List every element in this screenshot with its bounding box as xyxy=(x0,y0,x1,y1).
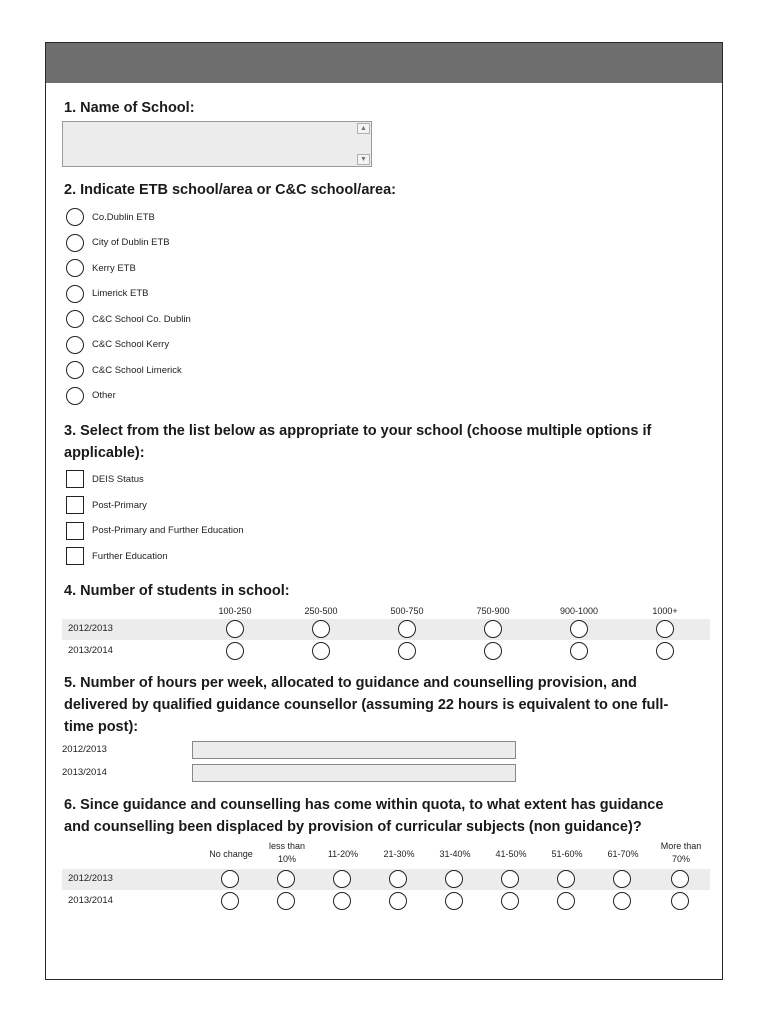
row-label: 2013/2014 xyxy=(68,895,113,906)
radio-button[interactable] xyxy=(66,361,84,379)
option-label: C&C School Kerry xyxy=(92,339,170,350)
hours-2013-2014-input[interactable] xyxy=(192,764,516,782)
school-name-input[interactable] xyxy=(62,121,372,167)
radio-button[interactable] xyxy=(398,620,416,638)
q2-title: 2. Indicate ETB school/area or C&C school/area: xyxy=(64,182,396,198)
checkbox[interactable] xyxy=(66,547,84,565)
q6-row xyxy=(62,891,710,912)
hours-2012-2013-input[interactable] xyxy=(192,741,516,759)
row-label: 2012/2013 xyxy=(62,744,107,755)
option-label: C&C School Co. Dublin xyxy=(92,313,191,325)
q4-column-header: 900-1000 xyxy=(559,606,599,616)
q6-title-line1: 6. Since guidance and counselling has come within quota, to what extent has guidance xyxy=(64,797,664,813)
option-label: C&C School Limerick xyxy=(92,364,182,376)
q6-column-header: 31-40% xyxy=(439,849,471,859)
radio-button[interactable] xyxy=(445,870,463,888)
q2-option[interactable] xyxy=(66,334,169,356)
q4-column-header: 1000+ xyxy=(652,606,678,616)
radio-button[interactable] xyxy=(277,892,295,910)
scroll-down-arrow-icon[interactable]: ▼ xyxy=(357,154,370,165)
q4-column-header: 100-250 xyxy=(218,606,252,616)
radio-button[interactable] xyxy=(613,892,631,910)
radio-button[interactable] xyxy=(656,620,674,638)
row-label: 2012/2013 xyxy=(68,623,113,634)
q1-title: 1. Name of School: xyxy=(64,100,195,116)
radio-button[interactable] xyxy=(66,387,84,405)
radio-button[interactable] xyxy=(66,310,84,328)
radio-button[interactable] xyxy=(501,892,519,910)
q2-option[interactable] xyxy=(66,385,116,407)
q3-option[interactable] xyxy=(66,520,244,542)
q6-title-line2: and counselling been displaced by provision of curricular subjects (non guidance)? xyxy=(64,819,642,835)
option-label: Post-Primary and Further Education xyxy=(92,525,244,536)
q3-title-line1: 3. Select from the list below as appropriate to your school (choose multiple options if xyxy=(64,423,652,439)
option-label: City of Dublin ETB xyxy=(92,237,170,248)
radio-button[interactable] xyxy=(484,642,502,660)
radio-button[interactable] xyxy=(312,642,330,660)
radio-button[interactable] xyxy=(389,892,407,910)
checkbox[interactable] xyxy=(66,496,84,514)
q5-title-line1: 5. Number of hours per week, allocated to guidance and counselling provision, and xyxy=(64,675,637,691)
q6-column-header: 61-70% xyxy=(607,849,639,859)
row-label: 2013/2014 xyxy=(68,645,113,656)
radio-button[interactable] xyxy=(613,870,631,888)
row-label: 2013/2014 xyxy=(62,767,107,778)
radio-button[interactable] xyxy=(671,892,689,910)
q6-column-header: 21-30% xyxy=(383,849,415,859)
q6-column-header: 41-50% xyxy=(495,849,527,859)
radio-button[interactable] xyxy=(66,259,84,277)
q5-title-line2: delivered by qualified guidance counsellor (assuming 22 hours is equivalent to one full- xyxy=(64,697,669,713)
radio-button[interactable] xyxy=(557,892,575,910)
q2-option[interactable] xyxy=(66,257,136,279)
q6-column-header: less than 10% xyxy=(268,841,306,864)
radio-button[interactable] xyxy=(445,892,463,910)
row-label: 2012/2013 xyxy=(68,873,113,884)
radio-button[interactable] xyxy=(66,285,84,303)
radio-button[interactable] xyxy=(671,870,689,888)
q4-column-header: 750-900 xyxy=(476,606,510,616)
q2-option[interactable] xyxy=(66,232,170,254)
option-label: Limerick ETB xyxy=(92,288,149,299)
q6-column-header: No change xyxy=(209,849,253,859)
header-bar xyxy=(46,43,722,83)
radio-button[interactable] xyxy=(501,870,519,888)
option-label: Other xyxy=(92,390,116,401)
radio-button[interactable] xyxy=(557,870,575,888)
q4-title: 4. Number of students in school: xyxy=(64,583,290,599)
checkbox[interactable] xyxy=(66,470,84,488)
q2-option[interactable] xyxy=(66,308,191,330)
q2-option[interactable] xyxy=(66,206,155,228)
option-label: Post-Primary xyxy=(92,499,147,511)
radio-button[interactable] xyxy=(312,620,330,638)
option-label: Kerry ETB xyxy=(92,262,136,274)
option-label: Further Education xyxy=(92,550,168,562)
radio-button[interactable] xyxy=(221,892,239,910)
scroll-up-arrow-icon[interactable]: ▲ xyxy=(357,123,370,134)
q6-column-header: More than 70% xyxy=(660,841,702,864)
radio-button[interactable] xyxy=(333,870,351,888)
q6-column-header: 51-60% xyxy=(551,849,583,859)
checkbox[interactable] xyxy=(66,522,84,540)
radio-button[interactable] xyxy=(66,208,84,226)
radio-button[interactable] xyxy=(226,620,244,638)
option-label: Co.Dublin ETB xyxy=(92,211,155,223)
radio-button[interactable] xyxy=(389,870,407,888)
q3-option[interactable] xyxy=(66,545,168,567)
q6-column-header: 11-20% xyxy=(327,849,359,859)
radio-button[interactable] xyxy=(66,336,84,354)
q2-option[interactable] xyxy=(66,359,182,381)
textarea-scrollbar[interactable] xyxy=(357,123,370,165)
radio-button[interactable] xyxy=(398,642,416,660)
q3-option[interactable] xyxy=(66,494,147,516)
radio-button[interactable] xyxy=(66,234,84,252)
q3-title-line2: applicable): xyxy=(64,445,145,461)
q5-title-line3: time post): xyxy=(64,719,139,735)
q2-option[interactable] xyxy=(66,283,148,305)
q4-row xyxy=(62,619,710,640)
radio-button[interactable] xyxy=(570,620,588,638)
radio-button[interactable] xyxy=(484,620,502,638)
q3-option[interactable] xyxy=(66,468,144,490)
radio-button[interactable] xyxy=(221,870,239,888)
q4-column-header: 250-500 xyxy=(304,606,338,616)
radio-button[interactable] xyxy=(656,642,674,660)
form-page xyxy=(45,42,723,980)
radio-button[interactable] xyxy=(226,642,244,660)
radio-button[interactable] xyxy=(570,642,588,660)
option-label: DEIS Status xyxy=(92,473,144,485)
q6-row xyxy=(62,869,710,890)
radio-button[interactable] xyxy=(333,892,351,910)
radio-button[interactable] xyxy=(277,870,295,888)
q4-column-header: 500-750 xyxy=(390,606,424,616)
q4-row xyxy=(62,641,710,662)
